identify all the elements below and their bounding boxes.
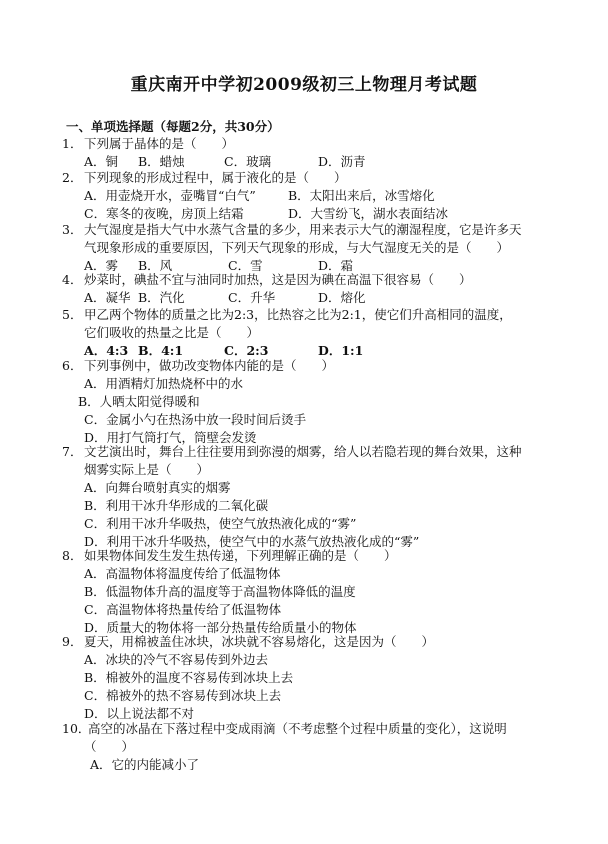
answer-option: B．4:1 (138, 343, 184, 358)
answer-option: C．寒冬的夜晚，房顶上结霜 (84, 206, 244, 221)
question-stem-line: 下列属于晶体的是（ ） (84, 136, 235, 151)
question-number: 1． (62, 136, 83, 151)
question-stem-line: 气现象形成的重要原因，下列天气现象的形成，与大气湿度无关的是（ ） (84, 240, 510, 255)
question-stem-line: 夏天，用棉被盖住冰块，冰块就不容易熔化，这是因为（ ） (84, 634, 435, 649)
question-stem-line: 炒菜时，碘盐不宜与油同时加热，这是因为碘在高温下很容易（ ） (84, 272, 472, 287)
question-number: 5． (62, 307, 83, 322)
answer-option: D．沥青 (318, 154, 366, 169)
answer-option: D．1:1 (318, 343, 364, 358)
answer-option: A．雾 (84, 258, 119, 273)
answer-option: C．雪 (228, 258, 263, 273)
question-stem-line: （ ） (84, 739, 135, 754)
page-title: 重庆南开中学初2009级初三上物理月考试题 (130, 75, 478, 95)
question-number: 8． (62, 548, 83, 563)
question-stem-line: 下列事例中，做功改变物体内能的是（ ） (84, 358, 335, 373)
answer-option: B．棉被外的温度不容易传到冰块上去 (84, 670, 294, 685)
answer-option: A．凝华 (84, 290, 131, 305)
question-number: 10． (62, 721, 91, 736)
answer-option: D．霜 (318, 258, 354, 273)
question-stem-line: 大气湿度是指大气中水蒸气含量的多少，用来表示大气的潮湿程度，它是许多天 (84, 222, 522, 237)
answer-option: D．以上说法都不对 (84, 706, 195, 721)
answer-option: A．向舞台喷射真实的烟雾 (84, 480, 231, 495)
answer-option: C．2:3 (224, 343, 269, 358)
question-number: 2． (62, 170, 83, 185)
answer-option: A．用壶烧开水，壶嘴冒“白气” (84, 188, 256, 203)
section-heading: 一、单项选择题（每题2分，共30分） (66, 119, 280, 134)
question-stem-line: 高空的冰晶在下落过程中变成雨滴（不考虑整个过程中质量的变化），这说明 (88, 721, 507, 736)
question-stem-line: 它们吸收的热量之比是（ ） (84, 325, 260, 340)
answer-option: D．用打气筒打气，筒壁会发烫 (84, 430, 257, 445)
answer-option: D．质量大的物体将一部分热量传给质量小的物体 (84, 620, 357, 635)
question-number: 6． (62, 358, 83, 373)
question-stem-line: 甲乙两个物体的质量之比为2:3，比热容之比为2:1，使它们升高相同的温度， (84, 307, 512, 322)
answer-option: C．升华 (228, 290, 276, 305)
question-stem-line: 烟雾实际上是（ ） (84, 462, 210, 477)
answer-option: C．利用干冰升华吸热，使空气放热液化成的“雾” (84, 516, 357, 531)
answer-option: C．金属小勺在热汤中放一段时间后烫手 (84, 412, 307, 427)
answer-option: A．铜 (84, 154, 119, 169)
answer-option: A．它的内能减小了 (90, 757, 200, 772)
answer-option: C．玻璃 (224, 154, 272, 169)
question-number: 3． (62, 222, 83, 237)
question-number: 9． (62, 634, 83, 649)
question-stem-line: 文艺演出时，舞台上往往要用到弥漫的烟雾，给人以若隐若现的舞台效果，这种 (84, 444, 522, 459)
answer-option: B．蜡烛 (138, 154, 185, 169)
answer-option: B．低温物体升高的温度等于高温物体降低的温度 (84, 584, 356, 599)
answer-option: B．人晒太阳觉得暖和 (78, 394, 200, 409)
answer-option: B．风 (138, 258, 173, 273)
answer-option: A．4:3 (84, 343, 129, 358)
question-stem-line: 如果物体间发生发生热传递，下列理解正确的是（ ） (84, 548, 397, 563)
answer-option: D．大雪纷飞，湖水表面结冰 (288, 206, 449, 221)
answer-option: C．高温物体将热量传给了低温物体 (84, 602, 282, 617)
answer-option: D．熔化 (318, 290, 366, 305)
answer-option: B．利用干冰升华形成的二氧化碳 (84, 498, 269, 513)
answer-option: B．太阳出来后，冰雪熔化 (288, 188, 435, 203)
answer-option: C．棉被外的热不容易传到冰块上去 (84, 688, 282, 703)
answer-option: A．冰块的冷气不容易传到外边去 (84, 652, 269, 667)
answer-option: D．利用干冰升华吸热，使空气中的水蒸气放热液化成的“雾” (84, 534, 420, 549)
question-stem-line: 下列现象的形成过程中，属于液化的是（ ） (84, 170, 347, 185)
question-number: 7． (62, 444, 83, 459)
answer-option: A．用酒精灯加热烧杯中的水 (84, 376, 244, 391)
answer-option: B．汽化 (138, 290, 185, 305)
question-number: 4． (62, 272, 83, 287)
answer-option: A．高温物体将温度传给了低温物体 (84, 566, 281, 581)
